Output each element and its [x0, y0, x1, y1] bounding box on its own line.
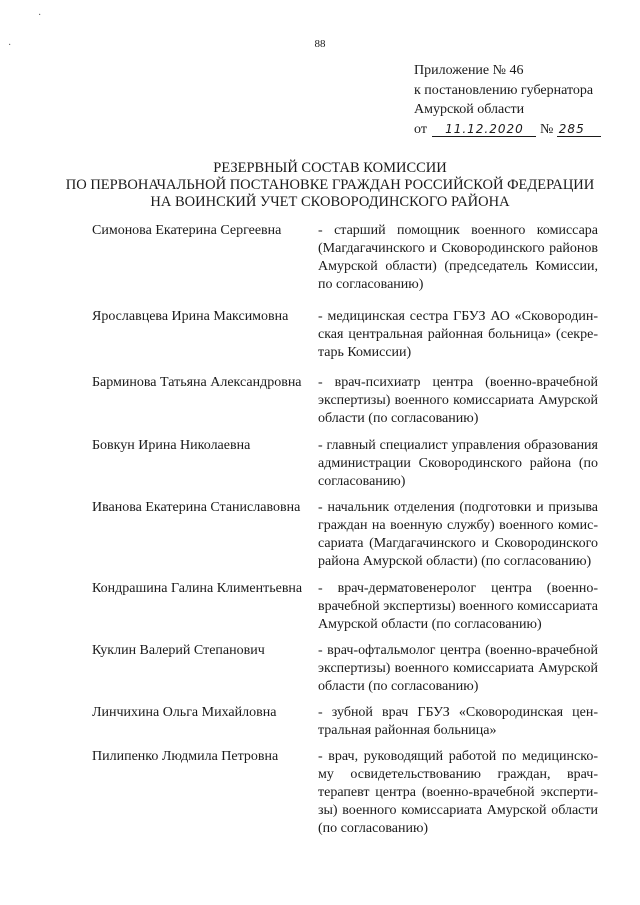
handwritten-number: 285	[557, 123, 601, 137]
document-title	[60, 160, 600, 211]
appendix-date-line	[414, 120, 629, 140]
appendix-block	[414, 61, 629, 139]
member-role: - врач-дерматовенеролог центра (военно-врачебной экспертизы) военного комиссариата Амурской области (по согласованию)	[318, 581, 598, 632]
title-line-1: РЕЗЕРВНЫЙ СОСТАВ КОМИССИИ	[213, 160, 447, 176]
handwritten-date: 11.12.2020	[432, 123, 536, 137]
member-role: - медицинская сестра ГБУЗ АО «Сковородинская центральная районная больница» (секретарь Комиссии)	[318, 309, 598, 360]
member-role: - врач-офтальмолог центра (военно-врачебной экспертизы) военного комиссариата Амурской области (по согласованию)	[318, 643, 598, 694]
member-role: - зубной врач ГБУЗ «Сковородинская центральная районная больница»	[318, 705, 598, 738]
title-line-3: НА ВОИНСКИЙ УЧЕТ СКОВОРОДИНСКОГО РАЙОНА	[150, 194, 510, 210]
appendix-line-2: к постановлению губернатора	[414, 82, 594, 98]
member-name: Линчихина Ольга Михайловна	[92, 705, 277, 720]
member-role: - начальник отделения (подготовки и призыва граждан на военную службу) военного комиссариата (Магдагачинского и Сковородинского района Амурской области) (по согласованию)	[318, 500, 598, 569]
appendix-line-1: Приложение № 46	[414, 63, 524, 78]
page-number: 88	[314, 38, 326, 50]
member-role: - врач-психиатр центра (военно-врачебной экспертизы) военного комиссариата Амурской области (по согласованию)	[318, 375, 598, 426]
title-line-2: ПО ПЕРВОНАЧАЛЬНОЙ ПОСТАНОВКЕ ГРАЖДАН РОССИЙСКОЙ ФЕДЕРАЦИИ	[65, 177, 595, 193]
member-name: Ярославцева Ирина Максимовна	[92, 309, 289, 324]
scan-speck: ·	[8, 40, 12, 51]
member-role: - старший помощник военного комиссара (Магдагачинского и Сковородинского районов Амурской области) (председатель Комиссии, по согласованию)	[318, 223, 598, 292]
number-prefix: №	[539, 121, 554, 137]
member-role: - главный специалист управления образования администрации Сковородинского района (по согласованию)	[318, 438, 598, 489]
member-name: Иванова Екатерина Станиславовна	[92, 500, 301, 515]
member-name: Пилипенко Людмила Петровна	[92, 749, 279, 764]
date-prefix: от	[414, 121, 427, 137]
appendix-line-3: Амурской области	[414, 102, 525, 117]
member-name: Барминова Татьяна Александровна	[92, 375, 302, 390]
scan-speck: ·	[38, 10, 42, 21]
member-role: - врач, руководящий работой по медицинскому освидетельствованию граждан, врач-терапевт центра (военно-врачебной экспертизы) военного комиссариата Амурской области (по согласованию)	[318, 749, 598, 836]
member-name: Бовкун Ирина Николаевна	[92, 438, 251, 453]
member-name: Симонова Екатерина Сергеевна	[92, 223, 282, 238]
member-name: Куклин Валерий Степанович	[92, 643, 265, 658]
member-name: Кондрашина Галина Климентьевна	[92, 581, 303, 596]
